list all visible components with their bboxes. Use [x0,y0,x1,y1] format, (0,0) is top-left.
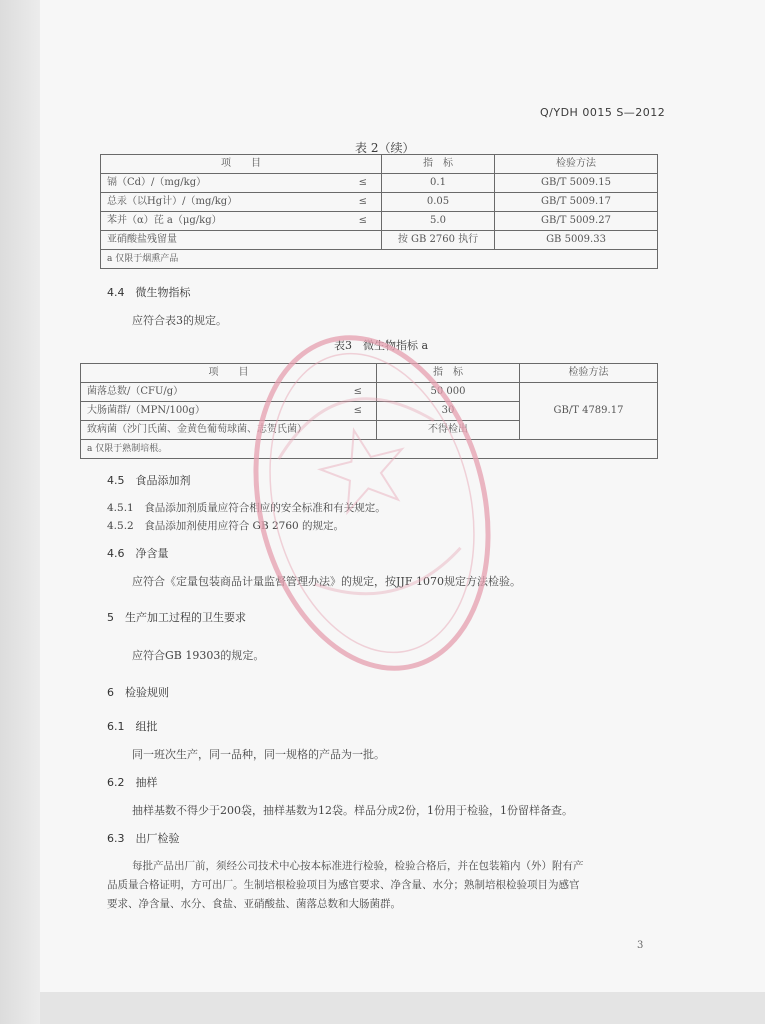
table3-caption: 表3 微生物指标 a [334,339,429,352]
table3-footnote: a 仅限于熟制培根。 [81,440,658,459]
table-header-row [101,155,658,174]
section-6-3-line-1: 每批产品出厂前，须经公司技术中心按本标准进行检验，检验合格后，并在包装箱内（外）附有产 [132,860,584,872]
table-cell-item: 菌落总数/（CFU/g） [81,383,323,402]
table-cell-relation: ≤ [334,193,381,212]
table-cell-method: GB/T 4789.17 [520,383,658,440]
document-number: Q/YDH 0015 S—2012 [540,106,666,119]
table-row [101,231,658,250]
table-note-row [101,250,658,269]
section-6-3-heading: 6.3 出厂检验 [107,832,180,845]
table-cell-item: 致病菌（沙门氏菌、金黄色葡萄球菌、志贺氏菌） [81,421,377,440]
table-cell-value: 50 000 [377,383,520,402]
column-header-item: 项 目 [101,155,382,174]
column-header-item: 项 目 [81,364,377,383]
table-cell-value: 30 [377,402,520,421]
table-cell-value: 不得检出 [377,421,520,440]
table-cell-method: GB/T 5009.15 [495,174,658,193]
table-cell-relation: ≤ [323,383,377,402]
table-cell-value: 按 GB 2760 执行 [382,231,495,250]
column-header-limit: 指 标 [377,364,520,383]
table-cell-value: 5.0 [382,212,495,231]
column-header-method: 检验方法 [520,364,658,383]
section-6-1-text: 同一班次生产，同一品种，同一规格的产品为一批。 [132,748,385,761]
section-6-2-heading: 6.2 抽样 [107,776,158,789]
section-6-3-line-2: 品质量合格证明，方可出厂。生制培根检验项目为感官要求、净含量、水分；熟制培根检验项目为感官 [107,879,580,891]
table2-footnote: a 仅限于烟熏产品 [101,250,658,269]
table-row [101,212,658,231]
section-6-1-heading: 6.1 组批 [107,720,158,733]
table-cell-method: GB 5009.33 [495,231,658,250]
table-cell-value: 0.05 [382,193,495,212]
scan-left-margin [0,0,40,1024]
table-row [101,193,658,212]
section-4-5-2-text: 4.5.2 食品添加剂使用应符合 GB 2760 的规定。 [107,520,345,532]
section-4-6-heading: 4.6 净含量 [107,547,169,560]
section-6-2-text: 抽样基数不得少于200袋，抽样基数为12袋。样品分成2份，1份用于检验，1份留样备查。 [132,804,573,817]
table-cell-value: 0.1 [382,174,495,193]
scan-bottom-margin [40,992,765,1024]
table2-caption: 表 2（续） [355,141,415,155]
table-cell-relation: ≤ [334,212,381,231]
section-5-text: 应符合GB 19303的规定。 [132,649,265,662]
company-seal-stamp [222,318,522,688]
section-4-4-heading: 4.4 微生物指标 [107,286,191,299]
table2 [100,154,658,269]
section-4-5-1-text: 4.5.1 食品添加剂质量应符合相应的安全标准和有关规定。 [107,502,386,514]
table-cell-item: 大肠菌群/（MPN/100g） [81,402,323,421]
table-cell-item: 镉（Cd）/（mg/kg） [101,174,335,193]
table-cell-method: GB/T 5009.17 [495,193,658,212]
section-6-3-line-3: 要求、净含量、水分、食盐、亚硝酸盐、菌落总数和大肠菌群。 [107,898,401,910]
column-header-method: 检验方法 [495,155,658,174]
page-number: 3 [637,940,644,951]
table-cell-item: 总汞（以Hg计）/（mg/kg） [101,193,335,212]
section-4-6-text: 应符合《定量包装商品计量监督管理办法》的规定，按JJF 1070规定方法检验。 [132,575,521,588]
section-5-heading: 5 生产加工过程的卫生要求 [107,611,246,624]
table-cell-item: 苯并（α）芘 a（μg/kg） [101,212,335,231]
table-cell-relation [334,231,381,250]
table-cell-relation: ≤ [323,402,377,421]
table-cell-method: GB/T 5009.27 [495,212,658,231]
section-4-5-heading: 4.5 食品添加剂 [107,474,191,487]
table-row [101,174,658,193]
section-6-heading: 6 检验规则 [107,686,169,699]
section-4-4-text: 应符合表3的规定。 [132,314,227,327]
table-cell-relation: ≤ [334,174,381,193]
column-header-limit: 指 标 [382,155,495,174]
table-cell-item: 亚硝酸盐残留量 [101,231,335,250]
